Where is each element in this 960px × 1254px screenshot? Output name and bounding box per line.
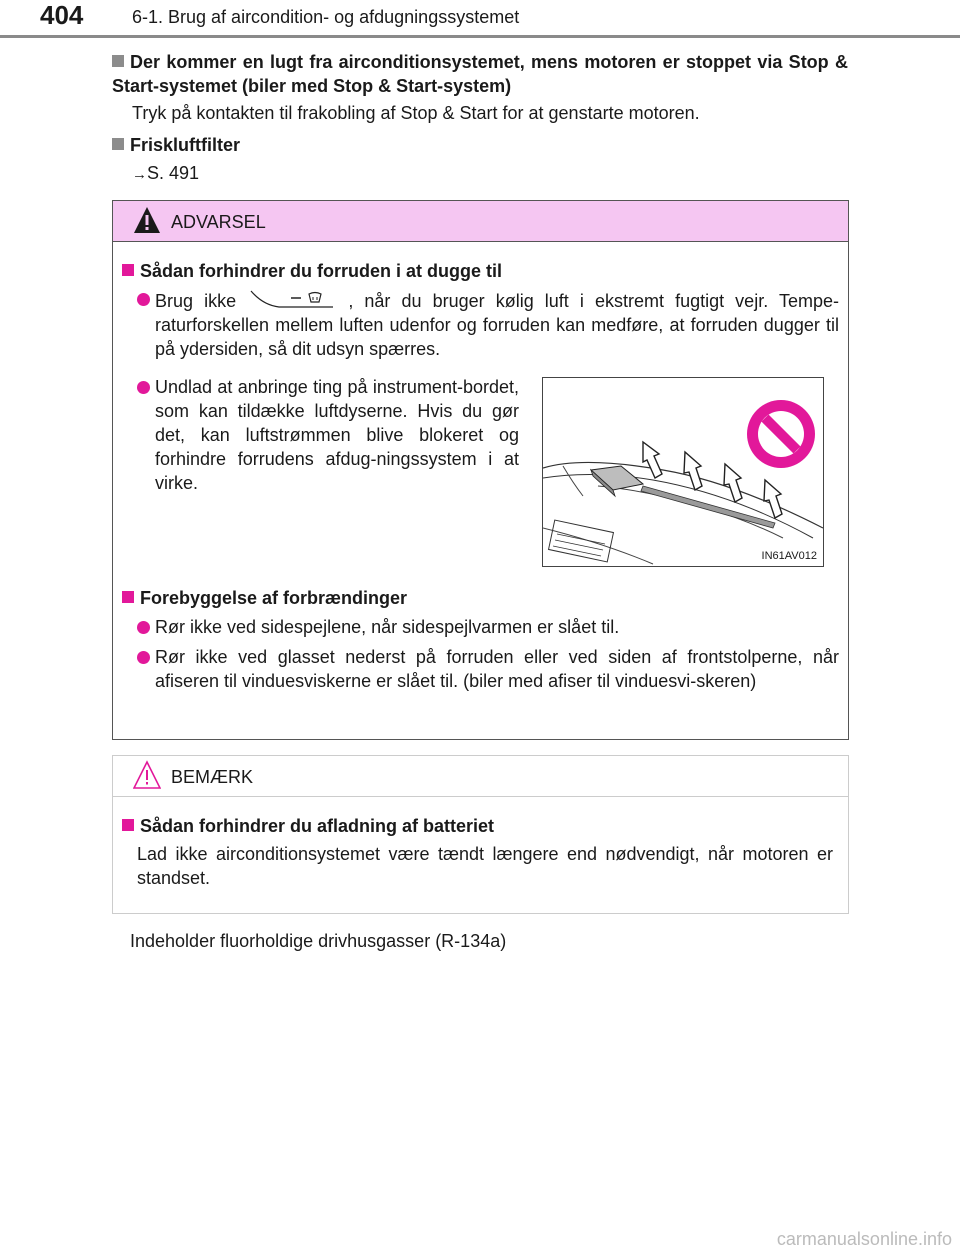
section-square-icon xyxy=(122,591,134,603)
burn-heading-text: Forebyggelse af forbrændinger xyxy=(140,588,408,608)
burn-bullet-1-text: Rør ikke ved sidespejlene, når sidespejlvarmen er slået til. xyxy=(155,617,620,637)
bullet-dot-icon xyxy=(137,621,150,634)
chapter-title: 6-1. Brug af aircondition- og afdugningssystemet xyxy=(132,7,520,27)
fog-bullet-2 xyxy=(155,375,519,495)
arrow-right-icon: → xyxy=(132,166,147,183)
section-square-icon xyxy=(122,819,134,831)
burn-bullet-1 xyxy=(155,615,839,639)
warning-triangle-icon xyxy=(133,205,161,235)
filter-ref-text: S. 491 xyxy=(147,163,200,183)
section-square-icon xyxy=(112,138,124,150)
fog-bullet-1 xyxy=(155,287,839,361)
notice-header xyxy=(113,756,848,797)
header-divider xyxy=(0,35,960,38)
figure-label: IN61AV012 xyxy=(761,550,817,562)
battery-heading-text: Sådan forhindrer du afladning af batteriet xyxy=(140,816,495,836)
battery-heading xyxy=(122,814,494,838)
odor-text: Tryk på kontakten til frakobling af Stop & Start for at genstarte motoren. xyxy=(132,103,700,123)
fog-heading xyxy=(122,259,502,283)
fog-bullet-1-pre: Brug ikke xyxy=(155,291,237,311)
burn-bullet-2-text: Rør ikke ved glasset nederst på forruden eller ved siden af frontstolperne, når afiseren til vinduesviskerne er slået til. (biler med afiser til vinduesvi-skeren) xyxy=(155,647,839,691)
fog-heading-text: Sådan forhindrer du forruden i at dugge til xyxy=(140,261,503,281)
filter-heading-text: Friskluftfilter xyxy=(130,135,241,155)
filter-reference[interactable] xyxy=(132,161,199,187)
watermark: carmanualsonline.info xyxy=(776,1229,952,1249)
burn-heading xyxy=(122,586,407,610)
odor-heading xyxy=(112,50,848,98)
burn-bullet-2 xyxy=(155,645,839,693)
refrigerant-note: Indeholder fluorholdige drivhusgasser (R-134a) xyxy=(130,931,507,951)
fog-bullet-2-text: Undlad at anbringe ting på instrument-bordet, som kan tildække luftdyserne. Hvis du gør det, kan luftstrømmen blive blokeret og forhindre forrudens afdug-ningssystem i at virke. xyxy=(155,377,519,493)
dashboard-illustration xyxy=(543,378,823,566)
caution-triangle-icon xyxy=(133,760,161,790)
fog-bullet-1-post: , når du bruger kølig luft i ekstremt fugtigt vejr. Tempe-raturforskellen mellem luften udenfor og forruden kan medføre, at forruden dugger til på ydersiden, så dit udsyn spærres. xyxy=(155,291,839,359)
warning-title: ADVARSEL xyxy=(171,212,266,232)
bullet-dot-icon xyxy=(137,651,150,664)
battery-text: Lad ikke airconditionsystemet være tændt længere end nødvendigt, når motoren er standset. xyxy=(137,844,833,888)
bullet-dot-icon xyxy=(137,293,150,306)
bullet-dot-icon xyxy=(137,381,150,394)
warning-header xyxy=(113,201,848,242)
windshield-air-button-icon xyxy=(249,287,335,313)
section-square-icon xyxy=(112,55,124,67)
dashboard-vent-figure xyxy=(542,377,824,567)
section-square-icon xyxy=(122,264,134,276)
filter-heading xyxy=(112,133,240,157)
odor-heading-text: Der kommer en lugt fra airconditionsystemet, mens motoren er stoppet via Stop & Start-systemet (biler med Stop & Start-system) xyxy=(112,52,848,96)
notice-title: BEMÆRK xyxy=(171,767,254,787)
page-number: 404 xyxy=(40,0,84,30)
